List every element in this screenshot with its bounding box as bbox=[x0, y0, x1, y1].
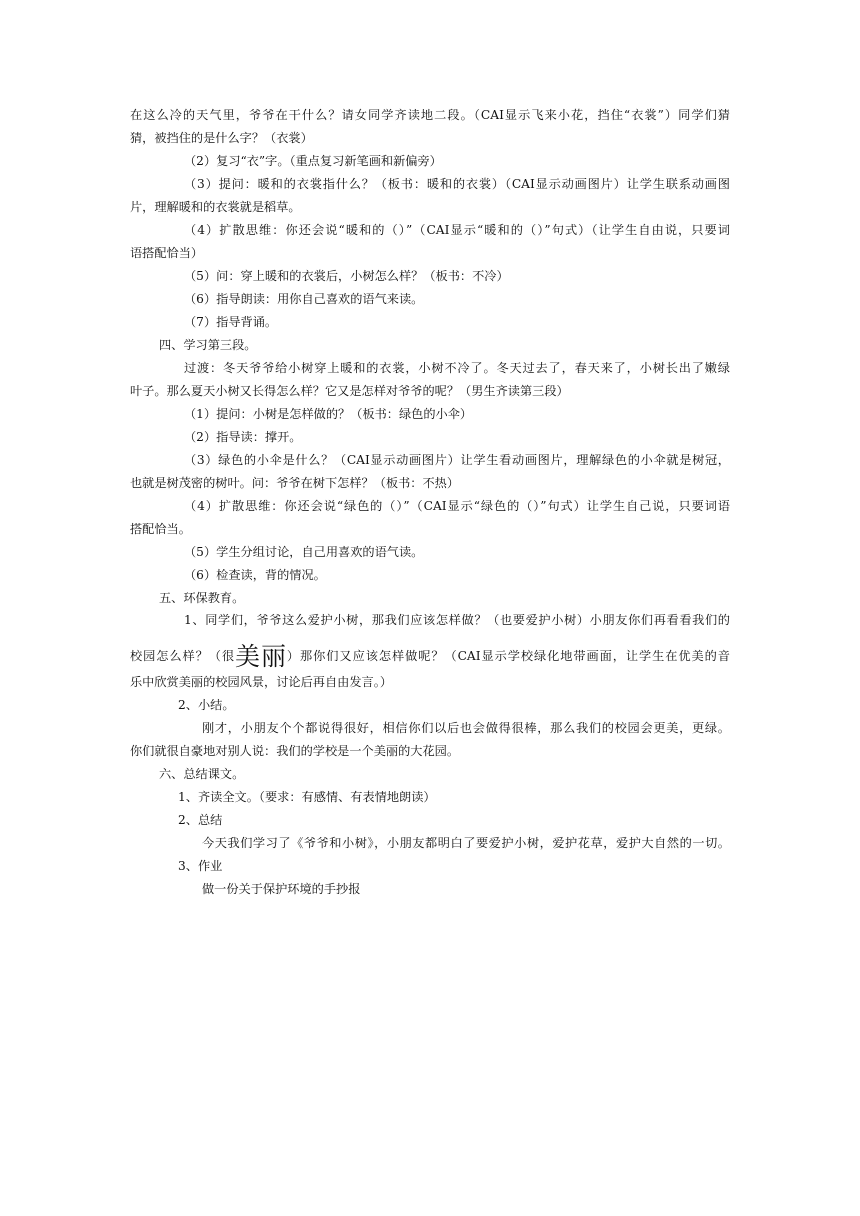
paragraph-line: 猜，被挡住的是什么字？（衣裳） bbox=[130, 131, 313, 145]
list-item: （1）提问：小树是怎样做的？（板书：绿色的小伞） bbox=[184, 407, 473, 421]
emphasis-text: 美丽 bbox=[235, 642, 287, 671]
list-item: （5）问：穿上暖和的衣裳后，小树怎么样？（板书：不冷） bbox=[184, 269, 509, 283]
paragraph-line: 过渡：冬天爷爷给小树穿上暖和的衣裳，小树不冷了。冬天过去了，春天来了，小树长出了嫩绿 bbox=[184, 361, 730, 375]
paragraph-line: 搭配恰当。 bbox=[130, 522, 191, 536]
text-run: 校园怎么样？（很 bbox=[130, 649, 236, 663]
sub-heading: 3、作业 bbox=[178, 859, 223, 873]
list-item: （4）扩散思维：你还会说“绿色的（）”（CAI显示“绿色的（）”句式）让学生自己说，只要词语 bbox=[184, 499, 730, 513]
section-heading: 六、总结课文。 bbox=[159, 767, 245, 781]
paragraph-line bbox=[130, 643, 730, 670]
sub-heading: 2、小结。 bbox=[178, 698, 235, 712]
list-item: 1、齐读全文。（要求：有感情、有表情地朗读） bbox=[178, 790, 436, 804]
list-item: （2）复习“衣”字。（重点复习新笔画和新偏旁） bbox=[184, 154, 442, 168]
list-item: （2）指导读：撑开。 bbox=[184, 430, 302, 444]
section-heading: 四、学习第三段。 bbox=[159, 338, 257, 352]
section-heading: 五、环保教育。 bbox=[159, 591, 245, 605]
paragraph-line: 做一份关于保护环境的手抄报 bbox=[202, 882, 361, 896]
text-run: ）那你们又应该怎样做呢？（CAI显示学校绿化地带画面，让学生在优美的音 bbox=[286, 649, 730, 663]
paragraph-line: 也就是树茂密的树叶。问：爷爷在树下怎样？（板书：不热） bbox=[130, 476, 460, 490]
paragraph-line: 今天我们学习了《爷爷和小树》，小朋友都明白了要爱护小树，爱护花草，爱护大自然的一切。 bbox=[202, 836, 730, 850]
paragraph-line: 叶子。那么夏天小树又长得怎么样？它又是怎样对爷爷的呢？（男生齐读第三段） bbox=[130, 384, 569, 398]
list-item: （3）绿色的小伞是什么？（CAI显示动画图片）让学生看动画图片，理解绿色的小伞就是树冠， bbox=[184, 453, 730, 467]
list-item: 1、同学们，爷爷这么爱护小树，那我们应该怎样做？（也要爱护小树）小朋友你们再看看我们的 bbox=[184, 613, 730, 627]
list-item: （6）指导朗读：用你自己喜欢的语气来读。 bbox=[184, 292, 424, 306]
paragraph-line: 在这么冷的天气里，爷爷在干什么？请女同学齐读地二段。（CAI显示飞来小花，挡住“衣裳”）同学们猜 bbox=[130, 108, 730, 122]
list-item: （4）扩散思维：你还会说“暖和的（）”（CAI显示“暖和的（）”句式）（让学生自由说，只要词 bbox=[184, 223, 730, 237]
list-item: （5）学生分组讨论，自己用喜欢的语气读。 bbox=[184, 545, 424, 559]
list-item: （3）提问：暖和的衣裳指什么？（板书：暖和的衣裳）（CAI显示动画图片）让学生联系动画图 bbox=[184, 177, 730, 191]
paragraph-line: 刚才，小朋友个个都说得很好，相信你们以后也会做得很棒，那么我们的校园会更美，更绿。 bbox=[202, 721, 730, 735]
paragraph-line: 你们就很自豪地对别人说：我们的学校是一个美丽的大花园。 bbox=[130, 744, 460, 758]
list-item: （6）检查读，背的情况。 bbox=[184, 568, 326, 582]
sub-heading: 2、总结 bbox=[178, 813, 223, 827]
list-item: （7）指导背诵。 bbox=[184, 315, 278, 329]
paragraph-line: 语搭配恰当） bbox=[130, 246, 204, 260]
paragraph-line: 乐中欣赏美丽的校园风景，讨论后再自由发言。） bbox=[130, 675, 393, 689]
paragraph-line: 片，理解暖和的衣裳就是稻草。 bbox=[130, 200, 301, 214]
